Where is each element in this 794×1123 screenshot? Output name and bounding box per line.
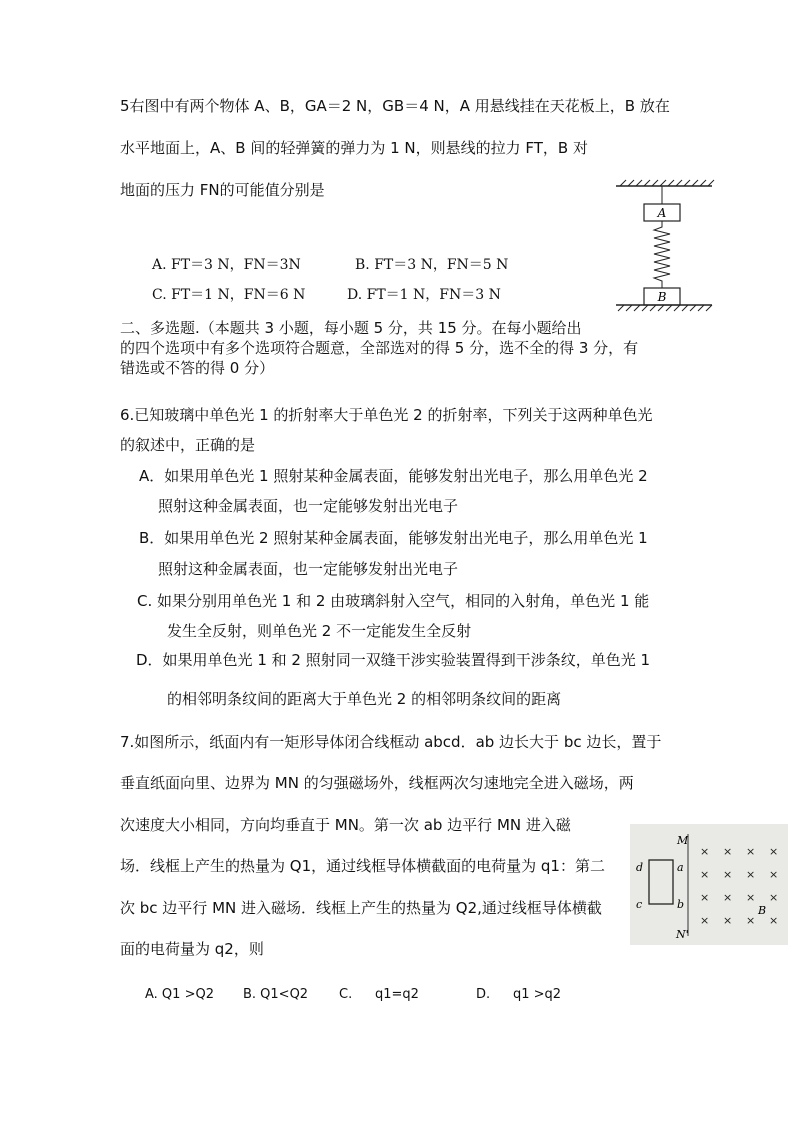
q7-option-d-label: D. xyxy=(476,987,491,1002)
q7-option-d: q1 >q2 xyxy=(513,987,562,1002)
q5-option-d: D. FT＝1 N，FN＝3 N xyxy=(347,287,501,303)
q6-option-d-line2: 的相邻明条纹间的距离大于单色光 2 的相邻明条纹间的距离 xyxy=(167,690,562,708)
magnetic-field-figure xyxy=(630,824,788,945)
label-a: a xyxy=(677,861,684,874)
field-cross: × xyxy=(746,891,756,904)
field-cross: × xyxy=(746,914,756,927)
q5-line1: 5右图中有两个物体 A、B，GA＝2 N，GB＝4 N，A 用悬线挂在天花板上，B 放在 xyxy=(120,97,670,115)
field-cross: × xyxy=(769,914,779,927)
field-cross: × xyxy=(769,845,779,858)
field-cross: × xyxy=(769,868,779,881)
q5-line3: 地面的压力 FN的可能值分别是 xyxy=(120,181,325,199)
field-cross: × xyxy=(723,868,733,881)
q7-option-a: A. Q1 >Q2 xyxy=(145,987,214,1002)
section2-line2: 的四个选项中有多个选项符合题意，全部选对的得 5 分，选不全的得 3 分，有 xyxy=(120,339,639,357)
q5-option-c: C. FT＝1 N，FN＝6 N xyxy=(152,287,306,303)
section2-line3: 错选或不答的得 0 分） xyxy=(120,359,275,377)
label-field-b: B xyxy=(758,904,767,917)
q6-option-b-line1: B．如果用单色光 2 照射某种金属表面，能够发射出光电子，那么用单色光 1 xyxy=(139,529,648,547)
field-cross: × xyxy=(700,868,710,881)
q7-line1: 7.如图所示，纸面内有一矩形导体闭合线框动 abcd．ab 边长大于 bc 边长，置于 xyxy=(120,733,662,751)
q7-option-c-label: C. xyxy=(339,987,353,1002)
q6-option-c-line1: C. 如果分别用单色光 1 和 2 由玻璃斜射入空气，相同的入射角，单色光 1 能 xyxy=(137,592,650,610)
label-c: c xyxy=(636,898,643,911)
field-cross: × xyxy=(700,914,710,927)
q7-line3: 次速度大小相同，方向均垂直于 MN。第一次 ab 边平行 MN 进入磁 xyxy=(120,816,571,834)
field-cross: × xyxy=(700,845,710,858)
label-b: B xyxy=(657,290,667,304)
field-cross: × xyxy=(746,868,756,881)
spring-figure xyxy=(612,178,716,318)
q7-line4: 场．线框上产生的热量为 Q1，通过线框导体横截面的电荷量为 q1：第二 xyxy=(120,857,605,875)
q6-option-b-line2: 照射这种金属表面，也一定能够发射出光电子 xyxy=(158,560,459,578)
q7-line2: 垂直纸面向里、边界为 MN 的匀强磁场外，线框两次匀速地完全进入磁场，两 xyxy=(120,774,634,792)
field-cross: × xyxy=(769,891,779,904)
q7-line6: 面的电荷量为 q2，则 xyxy=(120,940,264,958)
q5-option-a: A. FT＝3 N，FN＝3N xyxy=(152,257,301,273)
label-a: A xyxy=(657,206,667,220)
field-cross: × xyxy=(723,891,733,904)
label-n: N' xyxy=(676,928,689,941)
field-cross: × xyxy=(723,914,733,927)
q6-stem-line1: 6.已知玻璃中单色光 1 的折射率大于单色光 2 的折射率，下列关于这两种单色光 xyxy=(120,406,653,424)
q6-stem-line2: 的叙述中，正确的是 xyxy=(120,436,256,454)
q7-option-b: B. Q1<Q2 xyxy=(243,987,309,1002)
q5-option-b: B. FT＝3 N，FN＝5 N xyxy=(355,257,509,273)
field-cross: × xyxy=(700,891,710,904)
field-cross: × xyxy=(746,845,756,858)
q7-line5: 次 bc 边平行 MN 进入磁场．线框上产生的热量为 Q2,通过线框导体横截 xyxy=(120,899,602,917)
q6-option-a-line2: 照射这种金属表面，也一定能够发射出光电子 xyxy=(158,497,459,515)
q6-option-a-line1: A．如果用单色光 1 照射某种金属表面，能够发射出光电子，那么用单色光 2 xyxy=(139,467,648,485)
q6-option-d-line1: D．如果用单色光 1 和 2 照射同一双缝干涉实验装置得到干涉条纹，单色光 1 xyxy=(136,651,651,669)
label-m: M xyxy=(677,834,689,847)
q7-option-c: q1=q2 xyxy=(375,987,419,1002)
section2-line1: 二、多选题.（本题共 3 小题，每小题 5 分，共 15 分。在每小题给出 xyxy=(120,319,582,337)
q6-option-c-line2: 发生全反射，则单色光 2 不一定能发生全反射 xyxy=(167,622,472,640)
label-d: d xyxy=(636,861,644,874)
label-b: b xyxy=(677,898,685,911)
field-cross: × xyxy=(723,845,733,858)
q5-line2: 水平地面上，A、B 间的轻弹簧的弹力为 1 N，则悬线的拉力 FT，B 对 xyxy=(120,139,588,157)
